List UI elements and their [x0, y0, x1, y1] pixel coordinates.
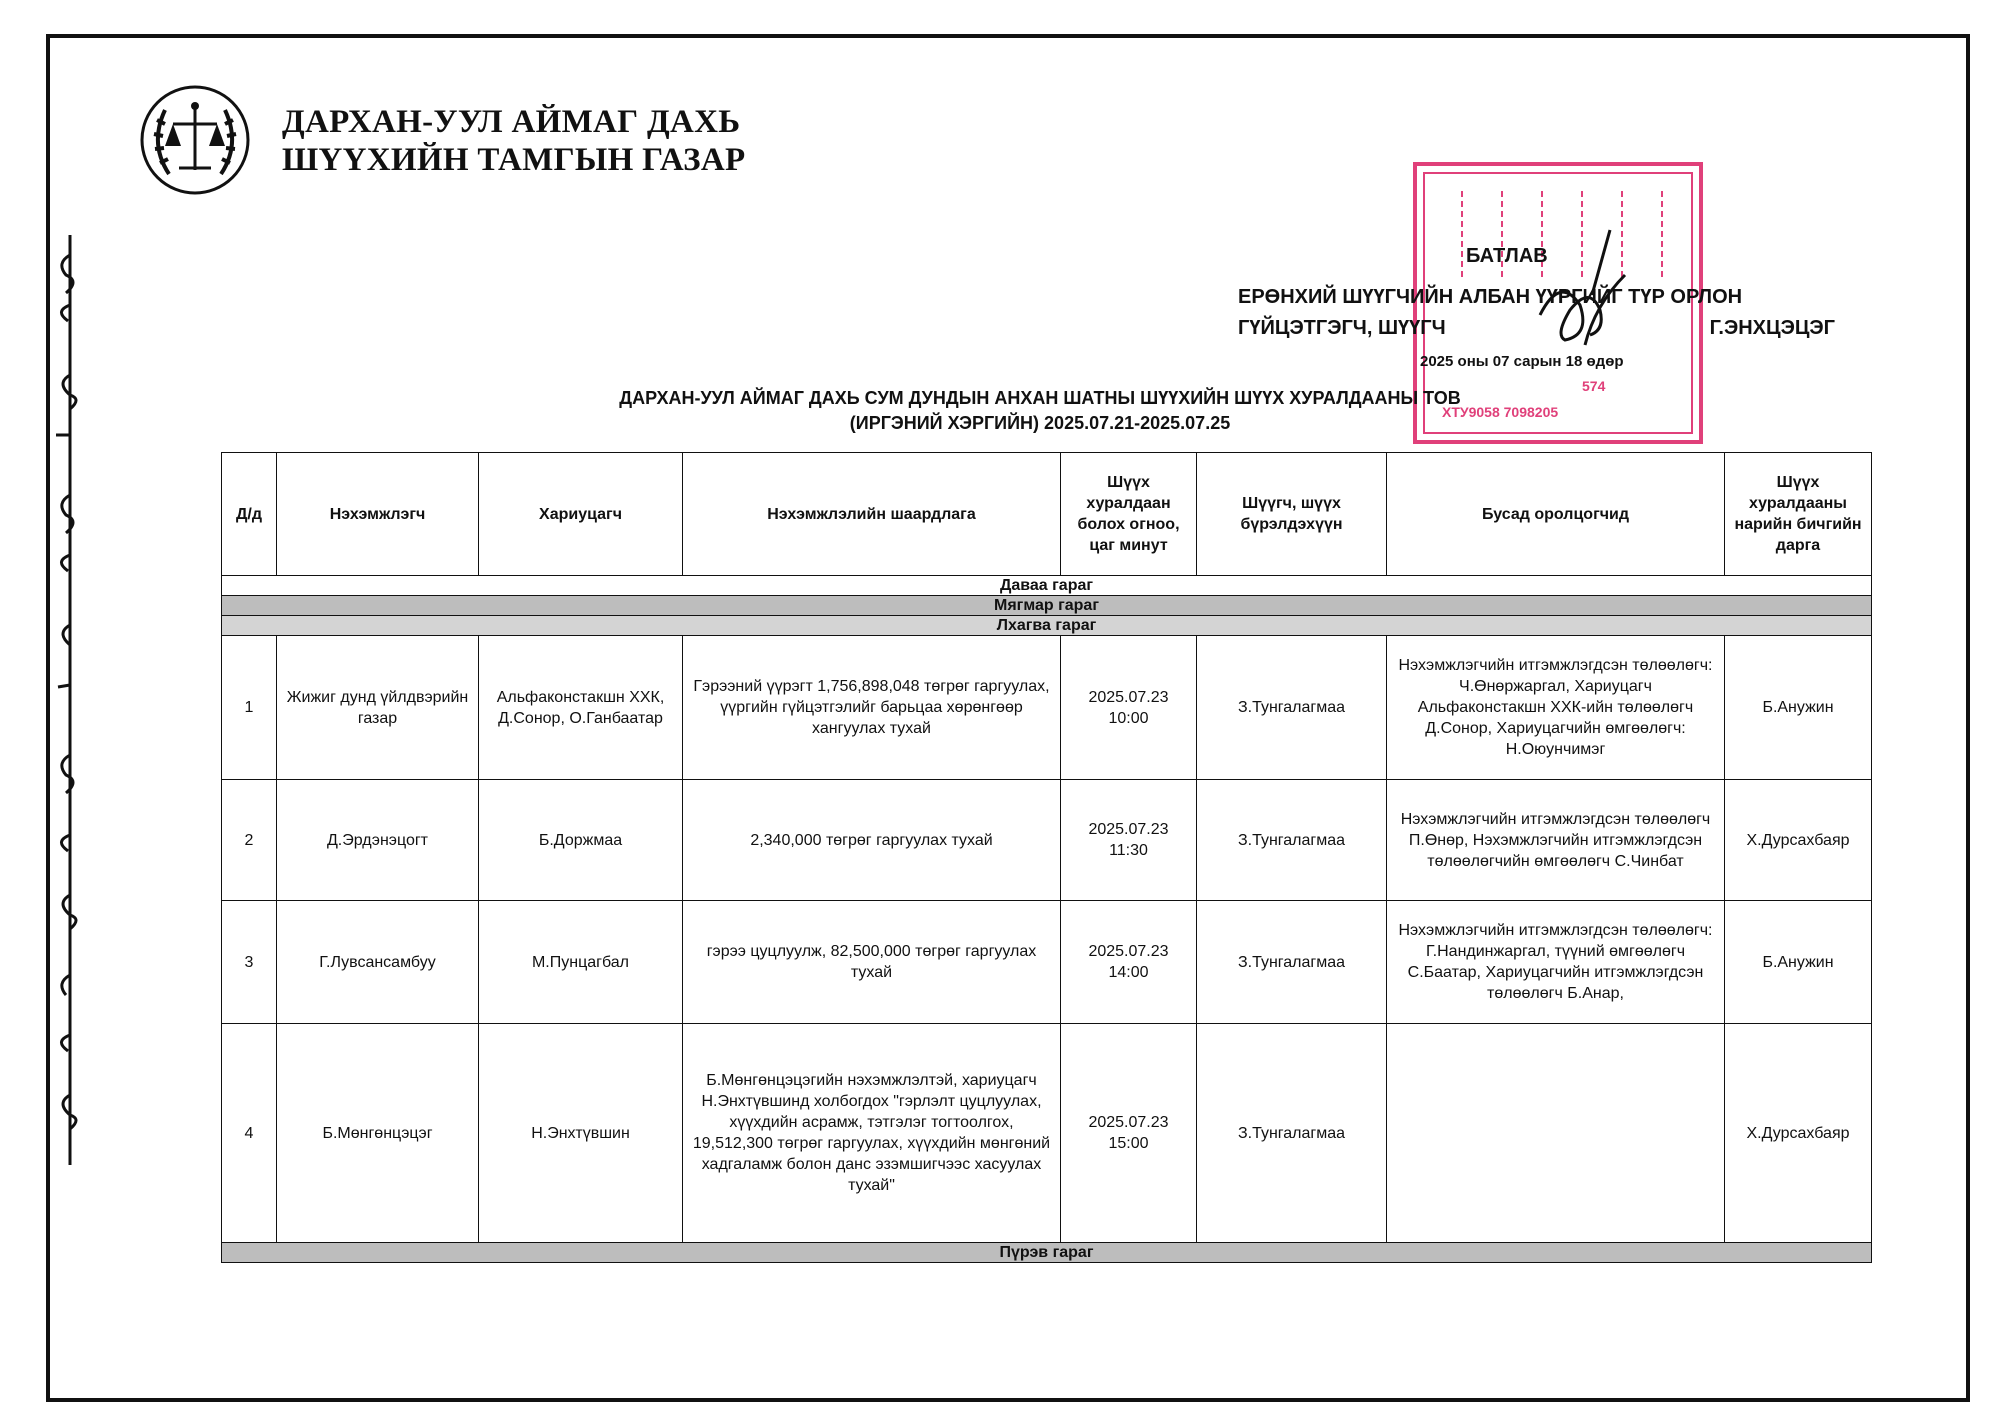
- cell-secretary: Х.Дурсахбаяр: [1725, 780, 1872, 901]
- cell-defendant: Б.Доржмаа: [479, 780, 683, 901]
- cell-judge: З.Тунгалагмаа: [1197, 901, 1387, 1024]
- cell-defendant: Альфаконстакшн ХХК, Д.Сонор, О.Ганбаатар: [479, 636, 683, 780]
- cell-time: 11:30: [1109, 842, 1148, 859]
- table-row: [222, 636, 1872, 780]
- cell-no: 4: [222, 1024, 277, 1243]
- cell-date: 2025.07.23: [1088, 821, 1169, 838]
- cell-claim: Б.Мөнгөнцэцэгийн нэхэмжлэлтэй, хариуцагч Н.Энхтүвшинд холбогдох "гэрлэлт цуцлуулах, хүүхдийн асрамж, тэтгэлэг тогтоолгох, 19,512,300 төгрөг гаргуулах, хүүхдийн мөнгөний хадгаламж болон данс эзэмшигчээс хасуулах тухай": [683, 1024, 1061, 1243]
- cell-others: Нэхэмжлэгчийн итгэмжлэгдсэн төлөөлөгч П.Өнөр, Нэхэмжлэгчийн итгэмжлэгдсэн төлөөлөгчийн өмгөөлөгч С.Чинбат: [1387, 780, 1725, 901]
- approval-position-line2: ГҮЙЦЭТГЭГЧ, ШҮҮГЧ: [1238, 317, 1446, 339]
- organization-line2: ШҮҮХИЙН ТАМГЫН ГАЗАР: [282, 142, 746, 178]
- day-row-monday: [222, 576, 1872, 596]
- cell-defendant: М.Пунцагбал: [479, 901, 683, 1024]
- cell-datetime: [1061, 636, 1197, 780]
- cell-defendant: Н.Энхтүвшин: [479, 1024, 683, 1243]
- cell-secretary: Б.Анужин: [1725, 901, 1872, 1024]
- document-title-line2: (ИРГЭНИЙ ХЭРГИЙН) 2025.07.21-2025.07.25: [849, 413, 1231, 433]
- cell-plaintiff: Жижиг дунд үйлдвэрийн газар: [277, 636, 479, 780]
- approval-label: БАТЛАВ: [1466, 245, 1548, 267]
- document-title: [480, 386, 1600, 436]
- cell-judge: З.Тунгалагмаа: [1197, 1024, 1387, 1243]
- header-no: Д/д: [222, 453, 277, 576]
- cell-secretary: Б.Анужин: [1725, 636, 1872, 780]
- cell-no: 1: [222, 636, 277, 780]
- cell-date: 2025.07.23: [1088, 1114, 1169, 1131]
- cell-no: 3: [222, 901, 277, 1024]
- cell-datetime: [1061, 901, 1197, 1024]
- organization-line1: ДАРХАН-УУЛ АЙМАГ ДАХЬ: [282, 104, 741, 140]
- header-datetime: Шүүх хуралдаан болох огноо, цаг минут: [1061, 453, 1197, 576]
- header-others: Бусад оролцогчид: [1387, 453, 1725, 576]
- cell-date: 2025.07.23: [1088, 943, 1169, 960]
- cell-no: 2: [222, 780, 277, 901]
- stamp-number: 574: [1582, 378, 1606, 394]
- handwritten-signature: [1530, 225, 1640, 365]
- cell-others: [1387, 1024, 1725, 1243]
- cell-time: 10:00: [1108, 709, 1149, 727]
- cell-secretary: Х.Дурсахбаяр: [1725, 1024, 1872, 1243]
- cell-claim: Гэрээний үүрэгт 1,756,898,048 төгрөг гаргуулах, үүргийн гүйцэтгэлийг барьцаа хөрөнгөөр хангуулах тухай: [683, 636, 1061, 780]
- header-judge: Шүүгч, шүүх бүрэлдэхүүн: [1197, 453, 1387, 576]
- table-row: [222, 901, 1872, 1024]
- header-plaintiff: Нэхэмжлэгч: [277, 453, 479, 576]
- cell-plaintiff: Б.Мөнгөнцэцэг: [277, 1024, 479, 1243]
- cell-claim: гэрээ цуцлуулж, 82,500,000 төгрөг гаргуулах тухай: [683, 901, 1061, 1024]
- header-defendant: Хариуцагч: [479, 453, 683, 576]
- table-row: [222, 780, 1872, 901]
- header-secretary: Шүүх хуралдааны нарийн бичгийн дарга: [1725, 453, 1872, 576]
- cell-judge: З.Тунгалагмаа: [1197, 780, 1387, 901]
- court-emblem-logo: [139, 84, 251, 196]
- day-row-tuesday: [222, 596, 1872, 616]
- day-label: Мягмар гараг: [222, 596, 1872, 616]
- day-label: Пүрэв гараг: [222, 1243, 1872, 1263]
- vertical-mongolian-script: [50, 235, 90, 1165]
- day-label: Даваа гараг: [222, 576, 1872, 596]
- document-title-line1: ДАРХАН-УУЛ АЙМАГ ДАХЬ СУМ ДУНДЫН АНХАН ШАТНЫ ШҮҮХИЙН ШҮҮХ ХУРАЛДААНЫ ТОВ: [619, 388, 1461, 408]
- table-header-row: [222, 453, 1872, 576]
- approval-position-line1: ЕРӨНХИЙ ШҮҮГЧИЙН АЛБАН ҮҮРГИЙГ ТҮР ОРЛОН: [1238, 286, 1743, 308]
- hearing-schedule-table: [221, 452, 1872, 1263]
- cell-judge: З.Тунгалагмаа: [1197, 636, 1387, 780]
- cell-plaintiff: Д.Эрдэнэцогт: [277, 780, 479, 901]
- cell-datetime: [1061, 1024, 1197, 1243]
- cell-claim: 2,340,000 төгрөг гаргуулах тухай: [683, 780, 1061, 901]
- day-row-thursday: [222, 1243, 1872, 1263]
- cell-others: Нэхэмжлэгчийн итгэмжлэгдсэн төлөөлөгч: Г.Нандинжаргал, түүний өмгөөлөгч С.Баатар, Хариуцагчийн итгэмжлэгдсэн төлөөлөгч Б.Анар,: [1387, 901, 1725, 1024]
- day-row-wednesday: [222, 616, 1872, 636]
- cell-others: Нэхэмжлэгчийн итгэмжлэгдсэн төлөөлөгч: Ч.Өнөржаргал, Хариуцагч Альфаконстакшн ХХК-ийн төлөөлөгч Д.Сонор, Хариуцагчийн өмгөөлөгч: Н.Оюунчимэг: [1387, 636, 1725, 780]
- cell-time: 14:00: [1108, 964, 1149, 981]
- cell-date: 2025.07.23: [1088, 688, 1169, 706]
- organization-name: [282, 103, 745, 179]
- approval-name: Г.ЭНХЦЭЦЭГ: [1709, 317, 1835, 339]
- approval-date: 2025 оны 07 сарын 18 өдөр: [1420, 353, 1624, 370]
- table-row: [222, 1024, 1872, 1243]
- cell-plaintiff: Г.Лувсансамбуу: [277, 901, 479, 1024]
- cell-datetime: [1061, 780, 1197, 901]
- stamp-registry: ХТУ9058 7098205: [1442, 404, 1559, 420]
- day-label: Лхагва гараг: [222, 616, 1872, 636]
- header-claim: Нэхэмжлэлийн шаардлага: [683, 453, 1061, 576]
- cell-time: 15:00: [1108, 1135, 1149, 1152]
